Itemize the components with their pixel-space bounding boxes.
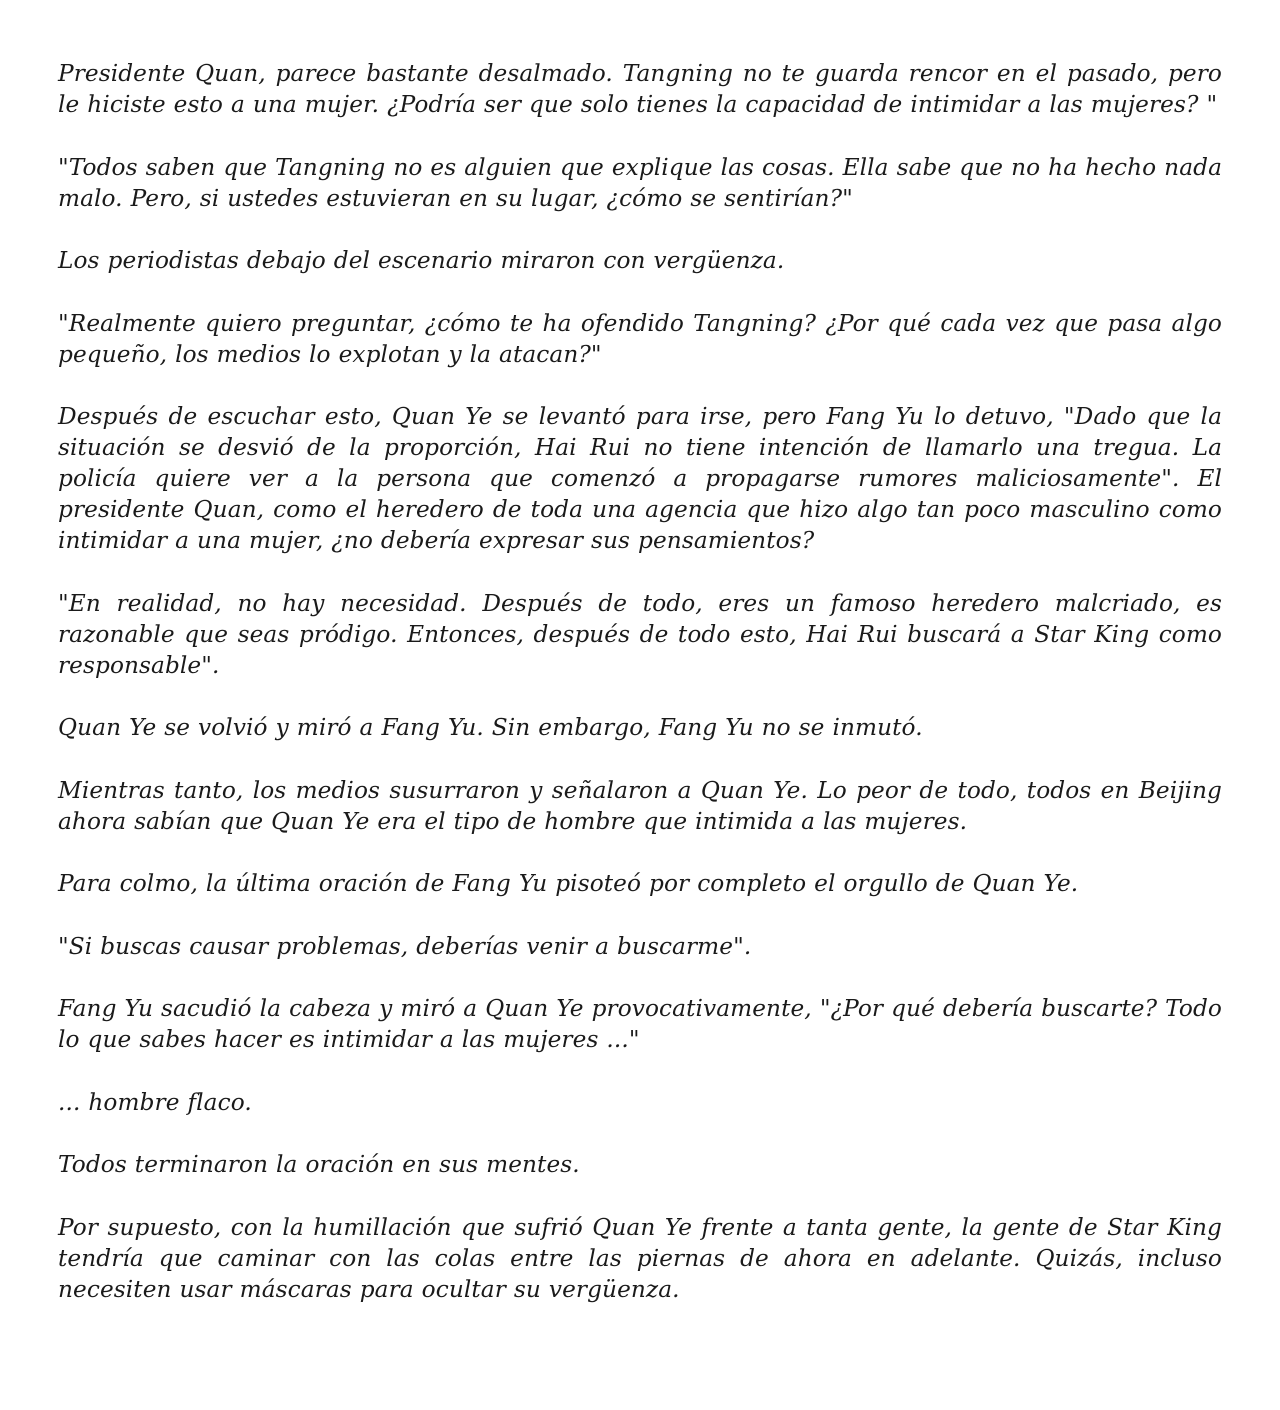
story-text [58, 58, 1222, 1305]
paragraph: Los periodistas debajo del escenario miraron con vergüenza. [58, 247, 785, 274]
paragraph: Por supuesto, con la humillación que sufrió Quan Ye frente a tanta gente, la gente de Star King tendría que caminar con las colas entre las piernas de ahora en adelante. Quizás, incluso necesiten usar máscaras para ocultar su vergüenza. [58, 1213, 1222, 1303]
paragraph: "Realmente quiero preguntar, ¿cómo te ha ofendido Tangning? ¿Por qué cada vez que pasa algo pequeño, los medios lo explotan y la atacan?" [58, 309, 1222, 368]
paragraph: "En realidad, no hay necesidad. Después de todo, eres un famoso heredero malcriado, es razonable que seas pródigo. Entonces, después de todo esto, Hai Rui buscará a Star King como responsable". [58, 589, 1222, 679]
paragraph: Para colmo, la última oración de Fang Yu pisoteó por completo el orgullo de Quan Ye. [58, 870, 1079, 897]
paragraph: Mientras tanto, los medios susurraron y señalaron a Quan Ye. Lo peor de todo, todos en Beijing ahora sabían que Quan Ye era el tipo de hombre que intimida a las mujeres. [58, 776, 1222, 835]
paragraph: Todos terminaron la oración en sus mentes. [58, 1151, 580, 1178]
paragraph: "Todos saben que Tangning no es alguien que explique las cosas. Ella sabe que no ha hecho nada malo. Pero, si ustedes estuvieran en su lugar, ¿cómo se sentirían?" [58, 153, 1222, 212]
paragraph: ... hombre flaco. [58, 1088, 252, 1116]
paragraph: Quan Ye se volvió y miró a Fang Yu. Sin embargo, Fang Yu no se inmutó. [58, 714, 923, 741]
paragraph: Presidente Quan, parece bastante desalmado. Tangning no te guarda rencor en el pasado, pero le hiciste esto a una mujer. ¿Podría ser que solo tienes la capacidad de intimidar a las mujeres? " [58, 60, 1222, 118]
paragraph: "Si buscas causar problemas, deberías venir a buscarme". [58, 932, 752, 960]
paragraph: Fang Yu sacudió la cabeza y miró a Quan Ye provocativamente, "¿Por qué debería buscarte? Todo lo que sabes hacer es intimidar a las mujeres ..." [58, 995, 1222, 1053]
paragraph: Después de escuchar esto, Quan Ye se levantó para irse, pero Fang Yu lo detuvo, "Dado que la situación se desvió de la proporción, Hai Rui no tiene intención de llamarlo una tregua. La policía quiere ver a la persona que comenzó a propagarse rumores maliciosamente". El presidente Quan, como el heredero de toda una agencia que hizo algo tan poco masculino como intimidar a una mujer, ¿no debería expresar sus pensamientos? [58, 403, 1222, 554]
